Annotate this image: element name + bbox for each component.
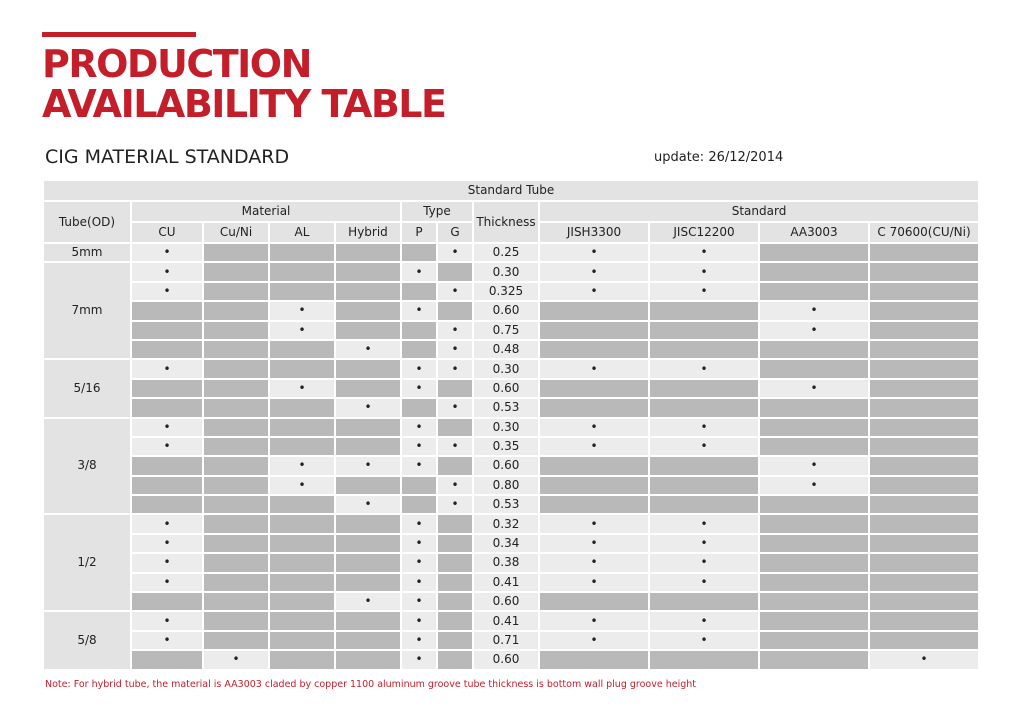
type-cell: • [402, 263, 436, 280]
standard-cell [760, 632, 868, 649]
material-cell [336, 244, 400, 261]
type-cell: • [402, 574, 436, 591]
material-cell: • [270, 457, 334, 474]
type-col-g: G [438, 223, 472, 242]
type-cell: • [402, 535, 436, 552]
type-cell: • [402, 632, 436, 649]
table-row [44, 574, 978, 591]
material-header: Material [132, 202, 400, 221]
standard-tube-header: Standard Tube [44, 181, 978, 200]
thickness-cell: 0.53 [474, 399, 538, 416]
material-cell [336, 651, 400, 668]
material-cell: • [132, 515, 202, 532]
thickness-cell: 0.35 [474, 438, 538, 455]
type-cell: • [402, 515, 436, 532]
standard-cell: • [760, 477, 868, 494]
standard-cell [650, 399, 758, 416]
tube-size-cell: 7mm [44, 263, 130, 358]
material-cell [336, 632, 400, 649]
standard-cell: • [870, 651, 978, 668]
type-header: Type [402, 202, 472, 221]
material-cell [132, 477, 202, 494]
thickness-cell: 0.30 [474, 360, 538, 377]
standard-cell [870, 302, 978, 319]
standard-cell: • [650, 438, 758, 455]
material-cell: • [132, 438, 202, 455]
material-cell: • [132, 244, 202, 261]
type-cell: • [438, 322, 472, 339]
material-cell [336, 283, 400, 300]
type-cell: • [402, 612, 436, 629]
standard-cell [870, 244, 978, 261]
standard-cell [760, 341, 868, 358]
standard-cell [650, 593, 758, 610]
thickness-cell: 0.34 [474, 535, 538, 552]
standard-cell [760, 244, 868, 261]
standard-cell: • [650, 244, 758, 261]
standard-cell [650, 651, 758, 668]
type-cell [438, 651, 472, 668]
standard-cell: • [650, 535, 758, 552]
standard-cell: • [760, 380, 868, 397]
material-cell [336, 574, 400, 591]
type-cell: • [438, 244, 472, 261]
subtitle: CIG MATERIAL STANDARD [45, 146, 290, 168]
material-cell [204, 496, 268, 513]
material-cell [132, 593, 202, 610]
standard-col-c70600: C 70600(CU/Ni) [870, 223, 978, 242]
thickness-cell: 0.71 [474, 632, 538, 649]
table-row [44, 263, 978, 280]
table-row [44, 302, 978, 319]
type-cell: • [438, 496, 472, 513]
thickness-cell: 0.60 [474, 457, 538, 474]
material-cell [204, 360, 268, 377]
material-cell [204, 535, 268, 552]
standard-cell: • [540, 612, 648, 629]
type-cell [402, 244, 436, 261]
standard-cell [650, 322, 758, 339]
type-cell [402, 322, 436, 339]
material-cell [336, 360, 400, 377]
material-cell [132, 322, 202, 339]
table-row [44, 612, 978, 629]
material-cell [132, 457, 202, 474]
standard-cell: • [650, 419, 758, 436]
material-cell [204, 380, 268, 397]
standard-cell [760, 263, 868, 280]
standard-cell [650, 380, 758, 397]
standard-cell: • [650, 283, 758, 300]
material-cell [336, 380, 400, 397]
table-body [44, 244, 978, 669]
thickness-cell: 0.75 [474, 322, 538, 339]
tube-size-cell: 5mm [44, 244, 130, 261]
type-cell [438, 612, 472, 629]
title-accent-bar [42, 32, 196, 37]
thickness-cell: 0.60 [474, 593, 538, 610]
thickness-cell: 0.53 [474, 496, 538, 513]
material-cell [270, 419, 334, 436]
material-cell: • [132, 283, 202, 300]
type-cell: • [438, 477, 472, 494]
material-cell: • [132, 554, 202, 571]
table-row [44, 399, 978, 416]
material-cell [270, 632, 334, 649]
material-cell [204, 574, 268, 591]
material-cell [270, 535, 334, 552]
material-cell [204, 283, 268, 300]
material-cell [270, 283, 334, 300]
material-cell [270, 593, 334, 610]
material-cell [204, 244, 268, 261]
standard-cell: • [650, 263, 758, 280]
material-cell [204, 263, 268, 280]
title-line-1: PRODUCTION [42, 42, 311, 86]
standard-cell: • [540, 554, 648, 571]
table-row [44, 438, 978, 455]
standard-cell [870, 380, 978, 397]
type-cell: • [402, 651, 436, 668]
thickness-cell: 0.48 [474, 341, 538, 358]
table-row [44, 283, 978, 300]
table-row [44, 457, 978, 474]
title-line-2: AVAILABILITY TABLE [42, 82, 446, 126]
material-cell [204, 457, 268, 474]
standard-cell [650, 457, 758, 474]
thickness-cell: 0.60 [474, 380, 538, 397]
standard-cell [870, 283, 978, 300]
material-cell [132, 302, 202, 319]
table-row [44, 651, 978, 668]
material-col-cu: CU [132, 223, 202, 242]
material-cell: • [132, 574, 202, 591]
material-cell [204, 399, 268, 416]
material-cell: • [336, 496, 400, 513]
standard-cell [540, 302, 648, 319]
standard-cell [760, 283, 868, 300]
table-row [44, 477, 978, 494]
material-cell [204, 554, 268, 571]
material-cell [270, 651, 334, 668]
tube-size-cell: 3/8 [44, 419, 130, 514]
type-cell: • [438, 360, 472, 377]
type-cell [438, 515, 472, 532]
standard-cell [540, 651, 648, 668]
standard-cell [540, 322, 648, 339]
thickness-cell: 0.30 [474, 419, 538, 436]
type-cell: • [438, 341, 472, 358]
type-cell [438, 632, 472, 649]
type-cell [438, 263, 472, 280]
thickness-cell: 0.41 [474, 612, 538, 629]
type-cell [402, 477, 436, 494]
type-cell [438, 419, 472, 436]
standard-cell [650, 302, 758, 319]
material-cell [270, 574, 334, 591]
type-cell [402, 496, 436, 513]
standard-cell: • [540, 263, 648, 280]
material-cell [270, 341, 334, 358]
type-cell: • [402, 438, 436, 455]
type-cell: • [402, 380, 436, 397]
material-cell [336, 612, 400, 629]
type-cell: • [438, 283, 472, 300]
standard-cell [540, 341, 648, 358]
table-row [44, 632, 978, 649]
type-cell: • [402, 360, 436, 377]
standard-cell: • [540, 438, 648, 455]
thickness-cell: 0.32 [474, 515, 538, 532]
standard-cell: • [650, 360, 758, 377]
material-col-al: AL [270, 223, 334, 242]
update-date: update: 26/12/2014 [654, 150, 784, 165]
standard-cell: • [760, 302, 868, 319]
standard-cell [870, 535, 978, 552]
material-cell: • [336, 593, 400, 610]
type-cell [438, 302, 472, 319]
type-cell: • [438, 438, 472, 455]
type-cell: • [402, 419, 436, 436]
standard-cell: • [760, 322, 868, 339]
type-cell: • [402, 302, 436, 319]
material-cell [270, 554, 334, 571]
material-cell [270, 360, 334, 377]
table-row [44, 244, 978, 261]
table-row [44, 322, 978, 339]
standard-cell [760, 399, 868, 416]
material-cell [270, 399, 334, 416]
material-cell [204, 632, 268, 649]
material-cell [204, 341, 268, 358]
type-cell [438, 554, 472, 571]
tube-size-cell: 5/16 [44, 360, 130, 416]
standard-cell: • [650, 574, 758, 591]
material-cell [204, 302, 268, 319]
standard-cell [760, 535, 868, 552]
thickness-cell: 0.25 [474, 244, 538, 261]
material-cell: • [132, 612, 202, 629]
type-cell: • [402, 457, 436, 474]
table-row [44, 593, 978, 610]
standard-cell [760, 554, 868, 571]
type-cell [402, 341, 436, 358]
standard-cell [760, 612, 868, 629]
table-row [44, 380, 978, 397]
table-row [44, 341, 978, 358]
thickness-cell: 0.80 [474, 477, 538, 494]
thickness-cell: 0.41 [474, 574, 538, 591]
material-cell [132, 496, 202, 513]
material-cell [336, 477, 400, 494]
standard-cell [760, 574, 868, 591]
tube-size-cell: 1/2 [44, 515, 130, 610]
material-cell: • [270, 380, 334, 397]
standard-cell [870, 632, 978, 649]
material-cell [270, 244, 334, 261]
material-cell [132, 380, 202, 397]
standard-cell [540, 380, 648, 397]
material-cell [204, 438, 268, 455]
standard-cell: • [540, 574, 648, 591]
material-cell [204, 419, 268, 436]
type-cell [438, 380, 472, 397]
standard-cell [870, 341, 978, 358]
material-cell: • [336, 457, 400, 474]
standard-cell: • [540, 515, 648, 532]
standard-cell [540, 496, 648, 513]
standard-cell [540, 457, 648, 474]
thickness-cell: 0.60 [474, 302, 538, 319]
standard-cell [870, 399, 978, 416]
material-cell [270, 496, 334, 513]
standard-cell [650, 496, 758, 513]
standard-cell: • [650, 554, 758, 571]
material-col-hybrid: Hybrid [336, 223, 400, 242]
material-cell [336, 263, 400, 280]
material-cell: • [132, 263, 202, 280]
material-cell [336, 535, 400, 552]
material-cell [204, 477, 268, 494]
standard-cell [870, 263, 978, 280]
material-cell [204, 593, 268, 610]
material-cell: • [270, 322, 334, 339]
thickness-cell: 0.38 [474, 554, 538, 571]
material-cell: • [204, 651, 268, 668]
material-cell: • [336, 399, 400, 416]
tube-od-header: Tube(OD) [44, 202, 130, 242]
material-cell [204, 515, 268, 532]
material-cell: • [132, 419, 202, 436]
table-row [44, 535, 978, 552]
standard-cell [760, 593, 868, 610]
material-cell [336, 322, 400, 339]
type-cell: • [402, 554, 436, 571]
standard-cell [870, 419, 978, 436]
type-cell [438, 535, 472, 552]
standard-cell [760, 496, 868, 513]
standard-cell [870, 360, 978, 377]
page-title [42, 44, 445, 124]
material-cell [270, 515, 334, 532]
standard-cell [540, 477, 648, 494]
standard-cell [650, 341, 758, 358]
standard-cell [870, 593, 978, 610]
standard-cell: • [760, 457, 868, 474]
thickness-cell: 0.30 [474, 263, 538, 280]
type-cell [438, 593, 472, 610]
type-cell: • [402, 593, 436, 610]
standard-cell [870, 322, 978, 339]
material-cell [336, 554, 400, 571]
standard-cell [760, 515, 868, 532]
type-cell [402, 283, 436, 300]
standard-col-aa3003: AA3003 [760, 223, 868, 242]
material-cell [270, 612, 334, 629]
standard-cell: • [540, 244, 648, 261]
material-cell [204, 322, 268, 339]
standard-cell: • [650, 632, 758, 649]
standard-cell [870, 438, 978, 455]
availability-table [42, 179, 980, 671]
standard-cell: • [540, 283, 648, 300]
table-row [44, 419, 978, 436]
material-cell [132, 651, 202, 668]
standard-cell [760, 419, 868, 436]
type-cell [438, 457, 472, 474]
thickness-cell: 0.325 [474, 283, 538, 300]
standard-cell: • [540, 535, 648, 552]
standard-cell [870, 477, 978, 494]
standard-cell [540, 593, 648, 610]
thickness-header: Thickness [474, 202, 538, 242]
table-row [44, 496, 978, 513]
standard-cell: • [540, 360, 648, 377]
thickness-cell: 0.60 [474, 651, 538, 668]
material-cell [270, 438, 334, 455]
standard-cell: • [540, 632, 648, 649]
material-cell [336, 438, 400, 455]
material-cell [204, 612, 268, 629]
standard-cell [650, 477, 758, 494]
standard-col-jish3300: JISH3300 [540, 223, 648, 242]
standard-cell: • [650, 515, 758, 532]
material-cell: • [270, 302, 334, 319]
standard-col-jisc12200: JISC12200 [650, 223, 758, 242]
material-col-cuni: Cu/Ni [204, 223, 268, 242]
standard-cell: • [650, 612, 758, 629]
material-cell: • [132, 360, 202, 377]
standard-header: Standard [540, 202, 978, 221]
table-row [44, 554, 978, 571]
standard-cell [870, 554, 978, 571]
material-cell [132, 399, 202, 416]
standard-cell [540, 399, 648, 416]
standard-cell [870, 496, 978, 513]
material-cell: • [132, 632, 202, 649]
material-cell: • [336, 341, 400, 358]
standard-cell [760, 360, 868, 377]
standard-cell: • [540, 419, 648, 436]
material-cell: • [270, 477, 334, 494]
table-row [44, 360, 978, 377]
table-row [44, 515, 978, 532]
type-col-p: P [402, 223, 436, 242]
standard-cell [870, 515, 978, 532]
material-cell [336, 419, 400, 436]
standard-cell [870, 612, 978, 629]
standard-cell [870, 457, 978, 474]
material-cell [336, 302, 400, 319]
material-cell [336, 515, 400, 532]
material-cell [270, 263, 334, 280]
tube-size-cell: 5/8 [44, 612, 130, 668]
type-cell [438, 574, 472, 591]
standard-cell [760, 651, 868, 668]
standard-cell [870, 574, 978, 591]
footnote: Note: For hybrid tube, the material is AA3003 claded by copper 1100 aluminum groove tube thickness is bottom wall plug groove height [45, 679, 696, 690]
material-cell [132, 341, 202, 358]
type-cell [402, 399, 436, 416]
standard-cell [760, 438, 868, 455]
material-cell: • [132, 535, 202, 552]
type-cell: • [438, 399, 472, 416]
